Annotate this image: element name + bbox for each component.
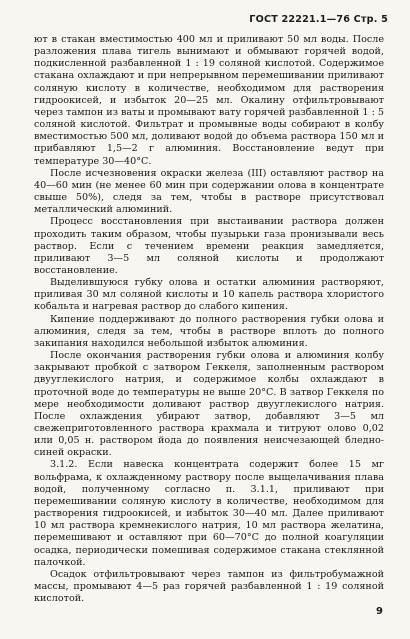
body-text — [34, 34, 384, 605]
paragraph-continuation: ют в стакан вместимостью 400 мл и приливают 50 мл воды. После разложения плава тигель вынимают и обмывают горячей водой, подкисленной разбавленной 1 : 19 соляной кислотой. Содержимое стакана охлаждают и при непрерывном перемешивании приливают соляную кислоту в количестве, необходимом для растворения гидроокисей, и избыток 20—25 мл. Окалину отфильтровывают через тампон из ваты и промывают вату горячей разбавленной 1 : 5 соляной кислотой. Фильтрат и промывные воды собирают в колбу вместимостью 500 мл, доливают водой до объема раствора 150 мл и прибавляют 1,5—2 г алюминия. Восстановление ведут при температуре 30—40°С. — [34, 34, 384, 167]
paragraph-precipitate-filtering: Осадок отфильтровывают через тампон из фильтробумажной массы, промывают 4—5 раз горячей разбавленной 1 : 19 соляной кислотой. — [34, 568, 384, 605]
paragraph-boiling: Кипение поддерживают до полного растворения губки олова и алюминия, следя за тем, чтобы в растворе вплоть до полного закипания находился небольшой избыток алюминия. — [34, 313, 384, 349]
paragraph-section-3-1-2: 3.1.2. Если навеска концентрата содержит более 15 мг вольфрама, к охлажденному раствору после выщелачивания плава водой, полученному согласно п. 3.1.1, приливают при перемешивании соляную кислоту в количестве, необходимом для растворения гидроокисей, и избыток 30—40 мл. Далее приливают 10 мл раствора кремнекислого натрия, 10 мл раствора желатина, перемешивают и оставляют при 60—70°С до полной коагуляции осадка, периодически помешивая содержимое стакана стеклянной палочкой. — [34, 459, 384, 568]
paragraph-reduction-process: Процесс восстановления при выстаивании раствора должен проходить таким образом, чтобы пузырьки газа пронизывали весь раствор. Если с течением времени реакция замедляется, приливают 3—5 мл соляной кислоты и продолжают восстановление. — [34, 216, 384, 276]
running-header: ГОСТ 22221.1—76 Стр. 5 — [249, 14, 388, 25]
paragraph-iron-decolorization: После исчезновения окраски железа (III) оставляют раствор на 40—60 мин (не менее 60 мин при содержании олова в концентрате свыше 50%), следя за тем, чтобы в растворе присутствовал металлический алюминий. — [34, 167, 384, 216]
paragraph-tin-sponge-dissolution: Выделившуюся губку олова и остатки алюминия растворяют, приливая 30 мл соляной кислоты и 10 капель раствора хлористого кобальта и нагревая раствор до слабого кипения. — [34, 277, 384, 313]
page-number: 9 — [376, 606, 383, 617]
paragraph-titration: После окончания растворения губки олова и алюминия колбу закрывают пробкой с затвором Геккеля, заполненным раствором двууглекислого натрия, и содержимое колбы охлаждают в проточной воде до температуры не выше 20°С. В затвор Геккеля по мере необходимости доливают раствор двууглекислого натрия. После охлаждения убирают затвор, добавляют 3—5 мл свежеприготовленного раствора крахмала и титруют олово 0,02 или 0,05 н. раствором йода до появления неисчезающей бледно-синей окраски. — [34, 350, 384, 459]
